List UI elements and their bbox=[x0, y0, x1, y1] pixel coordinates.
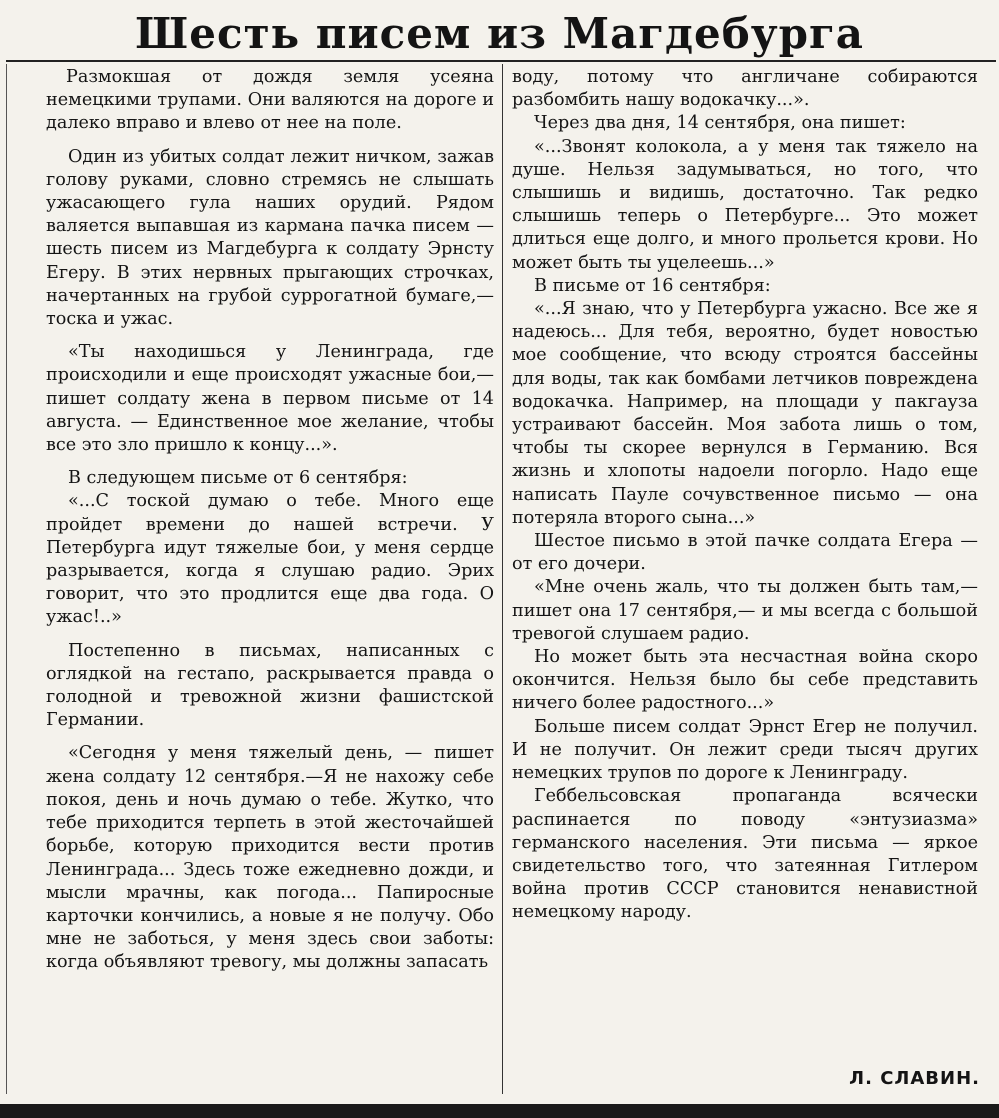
bottom-border bbox=[0, 1104, 999, 1118]
paragraph: «Сегодня у меня тяжелый день, — пишет жена солдату 12 сентября.—Я не нахожу себе покоя, день и ночь думаю о тебе. Жутко, что тебе приходится терпеть в этой жесточайшей борьбе, которую приходится вести против Ленинграда... Здесь тоже ежедневно дожди, и мысли мрачны, как погода... Папиросные карточки кончились, а новые я не получу. Обо мне не заботься, у меня здесь свои заботы: когда объявляют тревогу, мы должны запасать bbox=[46, 743, 494, 973]
left-edge-rule bbox=[6, 64, 7, 1094]
right-column bbox=[512, 66, 978, 925]
paragraph: «...Я знаю, что у Петербурга ужасно. Все же я надеюсь... Для тебя, вероятно, будет новостью мое сообщение, что всюду строятся бассейны для воды, так как бомбами летчиков повреждена водокачка. Например, на площади у пакгауза устраивают бассейн. Моя забота лишь о том, чтобы ты скорее вернулся в Германию. Вся жизнь и хлопоты надоели погорло. Надо еще написать Пауле сочувственное письмо — она потеряла второго сына...» bbox=[512, 299, 978, 528]
author-signature: Л. СЛАВИН. bbox=[849, 1068, 980, 1089]
column-divider bbox=[502, 64, 503, 1094]
paragraph: «Мне очень жаль, что ты должен быть там,— пишет она 17 сентября,— и мы всегда с большой тревогой слушаем радио. bbox=[512, 577, 978, 644]
paragraph: Постепенно в письмах, написанных с оглядкой на гестапо, раскрывается правда о голодной и тревожной жизни фашистской Германии. bbox=[46, 640, 494, 731]
paragraph: Размокшая от дождя земля усеяна немецкими трупами. Они валяются на дороге и далеко вправо и влево от нее на поле. bbox=[46, 67, 494, 134]
paragraph: «...Звонят колокола, а у меня так тяжело на душе. Нельзя задумываться, но того, что слышишь и видишь, достаточно. Так редко слышишь теперь о Петербурге... Это может длиться еще долго, и много прольется крови. Но может быть ты уцелеешь...» bbox=[512, 136, 978, 273]
paragraph: Но может быть эта несчастная война скоро окончится. Нельзя было бы себе представить ничего более радостного...» bbox=[512, 647, 978, 714]
paragraph: Больше писем солдат Эрнст Егер не получил. И не получит. Он лежит среди тысяч других немецких трупов по дороге к Ленинграду. bbox=[512, 716, 978, 784]
paragraph: «Ты находишься у Ленинграда, где происходили и еще происходят ужасные бои,— пишет солдату жена в первом письме от 14 августа. — Единственное мое желание, чтобы все это зло пришло к концу...». bbox=[46, 342, 494, 456]
title-rule bbox=[6, 60, 996, 62]
paragraph: В письме от 16 сентября: bbox=[534, 275, 771, 296]
paragraph: «...С тоской думаю о тебе. Много еще пройдет времени до нашей встречи. У Петербурга идут тяжелые бои, у меня сердце разрывается, когда я слушаю радио. Эрих говорит, что это продлится еще два года. О ужас!..» bbox=[46, 491, 494, 628]
paragraph: Геббельсовская пропаганда всячески распинается по поводу «энтузиазма» германского населения. Эти письма — яркое свидетельство того, что затеянная Гитлером война против СССР становится ненавистной немецкому народу. bbox=[512, 786, 978, 923]
left-column bbox=[46, 66, 494, 975]
paragraph: В следующем письме от 6 сентября: bbox=[68, 468, 408, 489]
paragraph: Через два дня, 14 сентября, она пишет: bbox=[534, 113, 906, 134]
article-title: Шесть писем из Магдебурга bbox=[135, 9, 864, 58]
paragraph: Шестое письмо в этой пачке солдата Егера — от его дочери. bbox=[512, 531, 978, 575]
paragraph: воду, потому что англичане собираются разбомбить нашу водокачку...». bbox=[512, 67, 978, 111]
paragraph: Один из убитых солдат лежит ничком, зажав голову руками, словно стремясь не слышать ужасающего гула наших орудий. Рядом валяется выпавшая из кармана пачка писем — шесть писем из Магдебурга к солдату Эрнсту Егеру. В этих нервных прыгающих строчках, начертанных на грубой суррогатной бумаге,— тоска и ужас. bbox=[46, 146, 494, 330]
